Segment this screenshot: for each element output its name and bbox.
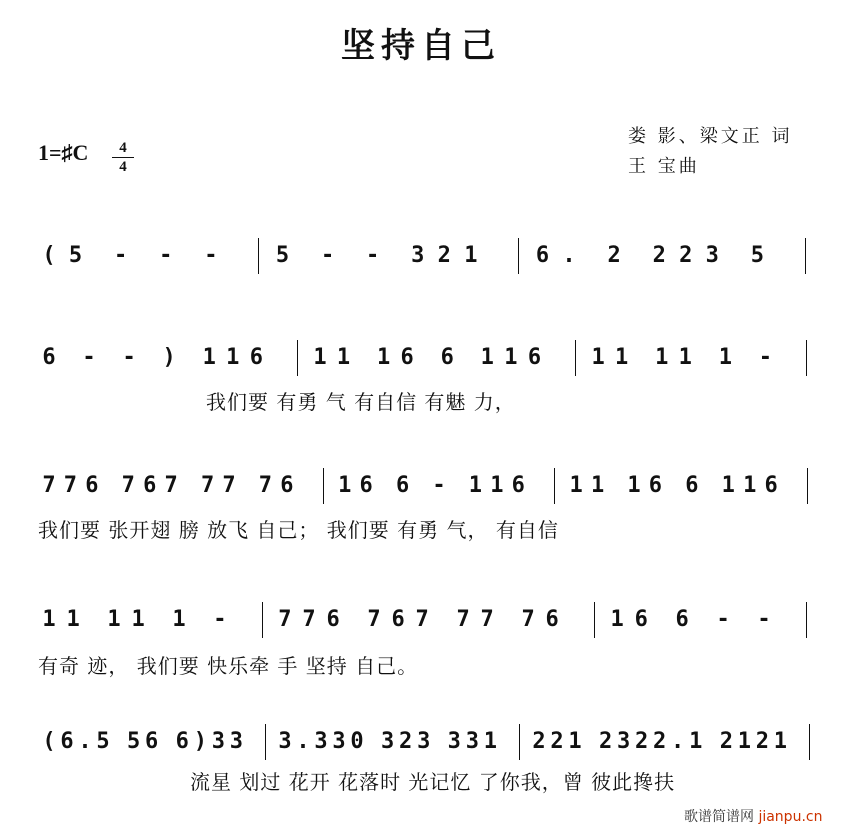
lyricist-credit: 娄 影、梁文正 词 — [628, 126, 793, 147]
note-glyph: 6 — [249, 345, 263, 370]
note-glyph: . — [671, 729, 685, 754]
note-glyph: 3 — [211, 729, 225, 754]
note-glyph: 6 — [359, 473, 373, 498]
note-glyph: . — [78, 729, 92, 754]
note-glyph: ) — [162, 345, 176, 370]
note-glyph: 6 — [648, 473, 663, 498]
note-glyph: - — [432, 473, 446, 498]
note-glyph: 1 — [721, 473, 735, 498]
note-glyph: 1 — [568, 729, 582, 754]
note-glyph: - — [159, 243, 173, 268]
note-glyph: 1 — [615, 345, 629, 370]
note-glyph: 0 — [350, 729, 364, 754]
lyric-line-1: 我们要 有勇 气 有自信 有魅 力， — [206, 390, 516, 414]
staff-row-1 — [0, 244, 842, 304]
note-glyph: 1 — [627, 473, 641, 498]
note-glyph: 6 — [764, 473, 778, 498]
note-glyph: 6 — [42, 345, 56, 370]
note-glyph: 6 — [145, 729, 159, 754]
note-glyph: 1 — [655, 345, 669, 370]
note-glyph: - — [122, 345, 136, 370]
bar-line — [297, 340, 298, 376]
note-glyph: - — [366, 243, 380, 268]
note-glyph: 6 — [85, 473, 99, 498]
note-glyph: 1 — [590, 473, 605, 498]
bar-line — [518, 238, 519, 274]
note-glyph: - — [757, 607, 771, 632]
note-glyph: 1 — [226, 345, 240, 370]
note-glyph: 6 — [545, 607, 559, 632]
note-glyph: 2 — [719, 729, 733, 754]
note-glyph: 5 — [275, 243, 290, 268]
note-glyph: 6 — [326, 607, 340, 632]
note-glyph: . — [296, 729, 310, 754]
note-glyph: 1 — [480, 345, 494, 370]
note-glyph: 6 — [685, 473, 699, 498]
note-glyph: . — [562, 243, 576, 268]
site-name: 歌谱简谱网 — [684, 809, 754, 825]
note-glyph: 7 — [258, 473, 273, 498]
note-glyph: 7 — [63, 473, 78, 498]
note-glyph: 1 — [202, 345, 216, 370]
bar-line — [258, 238, 259, 274]
note-glyph: 3 — [705, 243, 719, 268]
note-glyph: 1 — [338, 473, 352, 498]
note-glyph: 2 — [653, 729, 667, 754]
note-glyph: 1 — [718, 345, 732, 370]
bar-line — [262, 602, 263, 638]
note-glyph: 1 — [737, 729, 751, 754]
bar-line — [519, 724, 520, 760]
note-glyph: 7 — [367, 607, 381, 632]
note-glyph: 2 — [755, 729, 769, 754]
note-glyph: 3 — [447, 729, 461, 754]
note-glyph: 2 — [679, 243, 693, 268]
note-glyph: - — [114, 243, 128, 268]
note-glyph: 3 — [465, 729, 479, 754]
note-glyph: 7 — [302, 607, 316, 632]
note-glyph: 7 — [415, 607, 429, 632]
note-glyph: 6 — [60, 729, 74, 754]
note-glyph: - — [758, 345, 772, 370]
note-glyph: 1 — [610, 607, 624, 632]
note-glyph: 1 — [689, 729, 703, 754]
note-glyph: 6 — [400, 345, 414, 370]
note-glyph: 1 — [131, 607, 145, 632]
note-glyph: - — [204, 243, 218, 268]
note-glyph: 6 — [535, 243, 550, 268]
bar-line — [805, 238, 806, 274]
note-glyph: 5 — [750, 243, 764, 268]
note-glyph: 1 — [483, 729, 497, 754]
note-glyph: 1 — [591, 345, 605, 370]
note-glyph: 1 — [743, 473, 757, 498]
note-glyph: 1 — [172, 607, 186, 632]
bar-line — [806, 340, 807, 376]
note-glyph: 7 — [164, 473, 178, 498]
lyric-line-2: 我们要 张开翅 膀 放飞 自己； 我们要 有勇 气， 有自信 — [38, 518, 559, 542]
bar-line — [807, 468, 808, 504]
note-glyph: 3 — [332, 729, 346, 754]
note-glyph: 6 — [395, 473, 410, 498]
note-glyph: 6 — [440, 345, 454, 370]
note-glyph: 1 — [336, 345, 351, 370]
note-glyph: 2 — [652, 243, 666, 268]
note-glyph: 6 — [280, 473, 294, 498]
note-glyph: 6 — [527, 345, 542, 370]
note-glyph: 6 — [634, 607, 648, 632]
note-glyph: 5 — [127, 729, 141, 754]
note-glyph: 1 — [464, 243, 478, 268]
note-glyph: 2 — [399, 729, 413, 754]
note-glyph: 7 — [456, 607, 470, 632]
time-signature-top: 4 — [119, 140, 127, 156]
note-glyph: 5 — [68, 243, 83, 268]
note-glyph: 7 — [200, 473, 215, 498]
note-glyph: 2 — [607, 243, 621, 268]
song-title: 坚持自己 — [341, 26, 501, 66]
note-glyph: - — [716, 607, 730, 632]
note-glyph: 2 — [635, 729, 649, 754]
note-glyph: 1 — [569, 473, 583, 498]
note-glyph: 1 — [42, 607, 56, 632]
note-glyph: 7 — [521, 607, 535, 632]
note-glyph: 2 — [437, 243, 451, 268]
note-glyph: 7 — [42, 473, 56, 498]
site-url: jianpu.cn — [758, 809, 823, 825]
note-glyph: 1 — [773, 729, 787, 754]
note-glyph: 3 — [314, 729, 328, 754]
bar-line — [265, 724, 266, 760]
note-glyph: 1 — [107, 607, 121, 632]
note-glyph: 3 — [381, 729, 395, 754]
time-signature-bottom: 4 — [119, 159, 127, 175]
note-glyph: 6 — [391, 607, 405, 632]
note-glyph: - — [82, 345, 96, 370]
note-glyph: 3 — [617, 729, 631, 754]
note-glyph: 1 — [678, 345, 692, 370]
note-glyph: - — [213, 607, 227, 632]
bar-line — [554, 468, 555, 504]
note-glyph: 2 — [599, 729, 613, 754]
note-glyph: 1 — [313, 345, 327, 370]
note-glyph: 6 — [143, 473, 157, 498]
note-glyph: 7 — [222, 473, 236, 498]
note-glyph: 6 — [175, 729, 189, 754]
note-glyph: 7 — [480, 607, 494, 632]
lyric-line-4: 流星 划过 花开 花落时 光记忆 了你我，曾 彼此搀扶 — [190, 770, 676, 794]
note-glyph: ) — [193, 729, 207, 754]
bar-line — [323, 468, 324, 504]
note-glyph: 6 — [675, 607, 689, 632]
note-glyph: ( — [42, 243, 56, 268]
note-glyph: 2 — [532, 729, 546, 754]
site-watermark — [684, 806, 822, 826]
note-glyph: 1 — [504, 345, 518, 370]
bar-line — [806, 602, 807, 638]
note-glyph: 2 — [550, 729, 564, 754]
bar-line — [594, 602, 595, 638]
note-glyph: 3 — [417, 729, 431, 754]
note-glyph: 6 — [511, 473, 525, 498]
note-glyph: 7 — [278, 607, 292, 632]
note-glyph: 3 — [411, 243, 425, 268]
note-glyph: 1 — [468, 473, 483, 498]
note-glyph: 3 — [278, 729, 292, 754]
note-glyph: 7 — [121, 473, 135, 498]
key-signature: 1=♯C — [38, 140, 89, 165]
time-signature — [112, 140, 134, 175]
note-glyph: - — [320, 243, 335, 268]
bar-line — [575, 340, 576, 376]
note-glyph: 1 — [376, 345, 391, 370]
bar-line — [809, 724, 810, 760]
lyric-line-3: 有奇 迹， 我们要 快乐牵 手 坚持 自己。 — [38, 654, 419, 678]
note-glyph: 3 — [229, 729, 243, 754]
note-glyph: ( — [42, 729, 56, 754]
note-glyph: 1 — [66, 607, 80, 632]
composer-credit: 王 宝曲 — [628, 156, 700, 177]
note-glyph: 5 — [96, 729, 110, 754]
note-glyph: 1 — [490, 473, 504, 498]
